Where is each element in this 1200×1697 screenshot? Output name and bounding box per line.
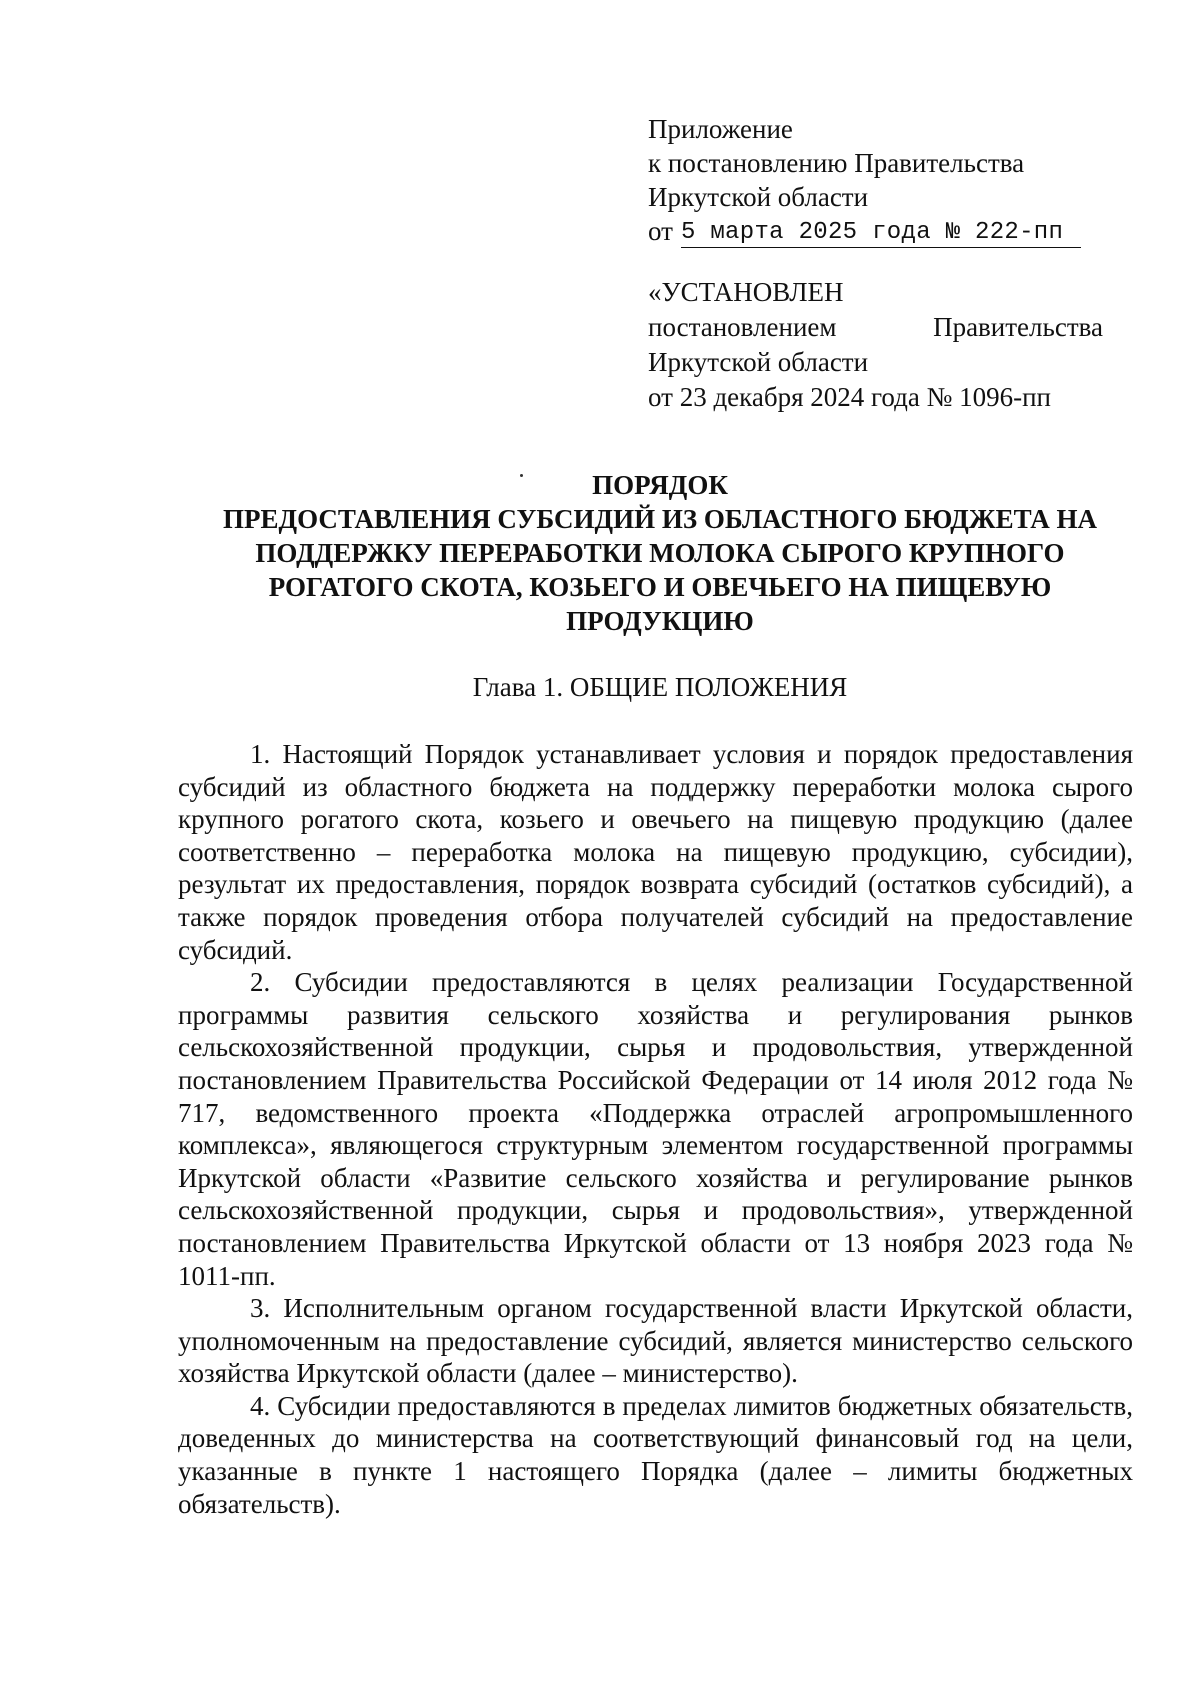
paragraph-2: 2. Субсидии предоставляются в целях реализации Государственной программы развития сельского хозяйства и регулирования рынков сельскохозяйственной продукции, сырья и продовольствия, утвержденной постановлением Правительства Российской Федерации от 14 июля 2012 года № 717, ведомственного проекта «Поддержка отраслей агропромышленного комплекса», являющегося структурным элементом государственной программы Иркутской области «Развитие сельского хозяйства и регулирование рынков сельскохозяйственной продукции, сырья и продовольствия», утвержденной постановлением Правительства Иркутской области от 13 ноября 2023 года № 1011-пп. <box>178 967 1133 1291</box>
appendix-date-line <box>648 214 1108 248</box>
established-resolution-line <box>648 310 1103 345</box>
document-body <box>178 738 1133 1520</box>
paragraph-4: 4. Субсидии предоставляются в пределах лимитов бюджетных обязательств, доведенных до министерства на соответствующий финансовый год на цели, указанные в пункте 1 настоящего Порядка (далее – лимиты бюджетных обязательств). <box>178 1390 1133 1519</box>
established-region: Иркутской области <box>648 347 869 377</box>
appendix-label: Приложение <box>648 114 793 144</box>
title-line-4: РОГАТОГО СКОТА, КОЗЬЕГО И ОВЕЧЬЕГО НА ПИЩЕВУЮ <box>268 572 1052 602</box>
established-label: «УСТАНОВЛЕН <box>648 277 844 307</box>
appendix-date-prefix: от <box>648 216 673 246</box>
chapter-title: Глава 1. ОБЩИЕ ПОЛОЖЕНИЯ <box>472 672 848 702</box>
established-resolution-word: постановлением <box>648 312 837 342</box>
title-line-3: ПОДДЕРЖКУ ПЕРЕРАБОТКИ МОЛОКА СЫРОГО КРУПНОГО <box>255 538 1065 568</box>
established-date: от 23 декабря 2024 года № 1096-пп <box>648 382 1052 412</box>
document-title <box>190 468 1130 638</box>
appendix-date-value: 5 марта 2025 года № 222-пп <box>681 220 1081 248</box>
paragraph-3: 3. Исполнительным органом государственной власти Иркутской области, уполномоченным на предоставление субсидий, является министерство сельского хозяйства Иркутской области (далее – министерство). <box>178 1293 1133 1389</box>
established-block <box>648 275 1108 415</box>
title-line-2: ПРЕДОСТАВЛЕНИЯ СУБСИДИЙ ИЗ ОБЛАСТНОГО БЮДЖЕТА НА <box>222 504 1098 534</box>
paragraph-1: 1. Настоящий Порядок устанавливает условия и порядок предоставления субсидий из областного бюджета на поддержку переработки молока сырого крупного рогатого скота, козьего и овечьего на пищевую продукцию (далее соответственно – переработка молока на пищевую продукцию, субсидии), результат их предоставления, порядок возврата субсидий (остатков субсидий), а также порядок проведения отбора получателей субсидий на предоставление субсидий. <box>178 739 1133 965</box>
title-line-1: ПОРЯДОК <box>592 470 728 500</box>
appendix-resolution-ref: к постановлению Правительства <box>648 148 1025 178</box>
title-line-5: ПРОДУКЦИЮ <box>566 606 754 636</box>
appendix-region: Иркутской области <box>648 182 869 212</box>
appendix-block <box>648 112 1108 248</box>
established-government-word: Правительства <box>933 312 1103 342</box>
